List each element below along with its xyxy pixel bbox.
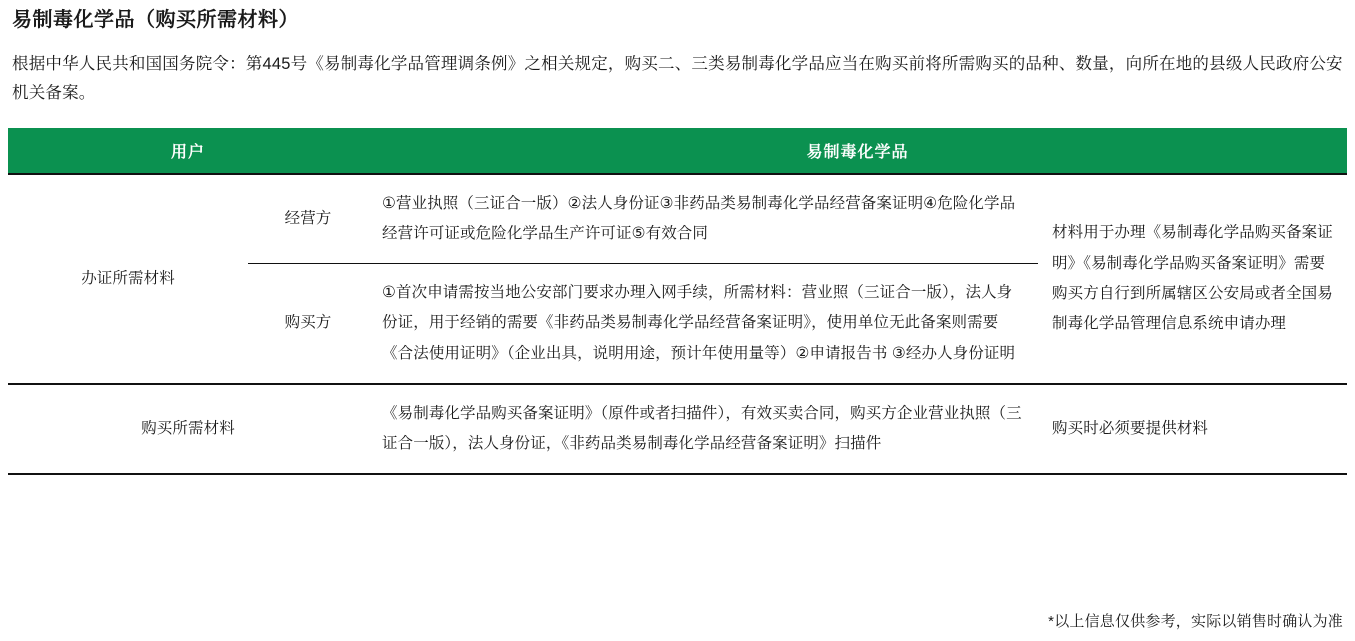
row-content: ①首次申请需按当地公安部门要求办理入网手续，所需材料：营业照（三证合一版），法人身份证，用于经销的需要《非药品类易制毒化学品经营备案证明》，使用单位无此备案则需要《合法使用证明》（企业出具，说明用途，预计年使用量等）②申请报告书 ③经办人身份证明 (368, 264, 1038, 384)
footnote-text: *以上信息仅供参考，实际以销售时确认为准 (1048, 613, 1343, 630)
row-category-label: 购买所需材料 (8, 384, 368, 474)
document-page (0, 6, 1355, 641)
requirements-table (8, 128, 1347, 476)
column-header-material: 易制毒化学品 (368, 128, 1347, 174)
table-row (8, 174, 1347, 264)
row-content: 《易制毒化学品购买备案证明》（原件或者扫描件），有效买卖合同，购买方企业营业执照（三证合一版），法人身份证，《非药品类易制毒化学品经营备案证明》扫描件 (368, 384, 1038, 474)
intro-paragraph: 根据中华人民共和国国务院令：第445号《易制毒化学品管理调条例》之相关规定，购买二、三类易制毒化学品应当在购买前将所需购买的品种、数量，向所在地的县级人民政府公安机关备案。 (12, 55, 1343, 102)
row-note: 购买时必须要提供材料 (1038, 384, 1347, 474)
row-category-label: 办证所需材料 (8, 174, 248, 384)
row-subject-label: 购买方 (248, 264, 368, 384)
row-note: 材料用于办理《易制毒化学品购买备案证明》《易制毒化学品购买备案证明》需要购买方自行到所属辖区公安局或者全国易制毒化学品管理信息系统申请办理 (1038, 174, 1347, 384)
column-header-user: 用户 (8, 128, 368, 174)
row-subject-label: 经营方 (248, 174, 368, 264)
row-content: ①营业执照（三证合一版）②法人身份证③非药品类易制毒化学品经营备案证明④危险化学品经营许可证或危险化学品生产许可证⑤有效合同 (368, 174, 1038, 264)
table-header (8, 128, 1347, 174)
table-row (8, 384, 1347, 474)
page-title: 易制毒化学品（购买所需材料） (12, 9, 299, 31)
